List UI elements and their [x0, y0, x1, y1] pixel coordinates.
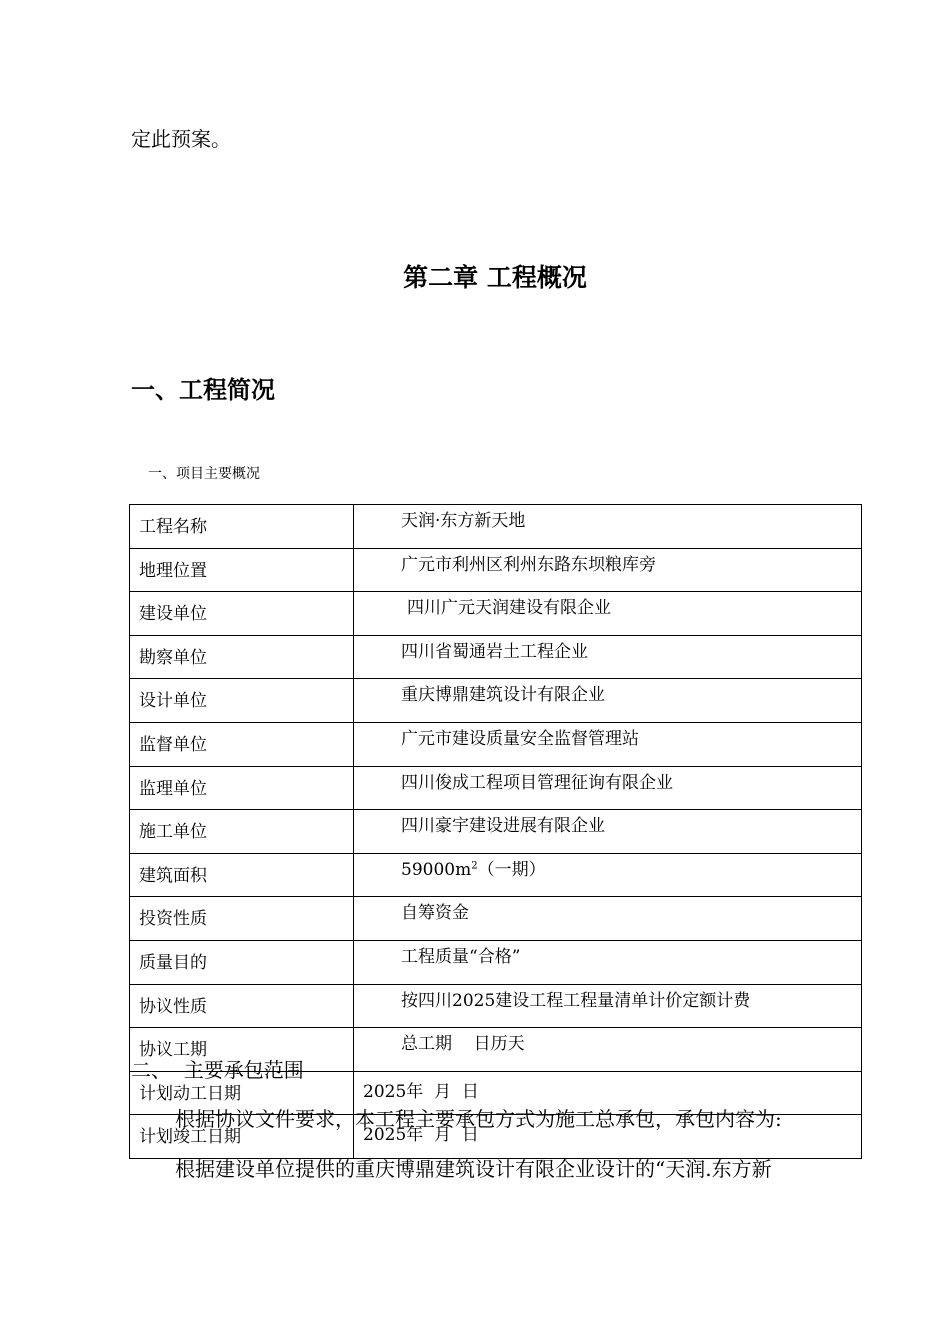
row-label: 建筑面积	[130, 853, 354, 897]
row-value: 广元市利州区利州东路东坝粮库旁	[354, 548, 862, 592]
row-label: 协议性质	[130, 984, 354, 1028]
row-label: 计划竣工日期	[130, 1115, 354, 1159]
table-row	[130, 592, 862, 636]
row-label: 计划动工日期	[130, 1071, 354, 1115]
table-row	[130, 810, 862, 854]
row-value	[354, 853, 862, 897]
body-paragraph-1: 根据协议文件要求，本工程主要承包方式为施工总承包，承包内容为:	[175, 1107, 782, 1131]
table-row	[130, 940, 862, 984]
table-row	[130, 722, 862, 766]
row-value: 四川俊成工程项目管理征询有限企业	[354, 766, 862, 810]
row-value: 广元市建设质量安全监督管理站	[354, 722, 862, 766]
row-label: 监理单位	[130, 766, 354, 810]
chapter-title: 第二章 工程概况	[403, 263, 587, 292]
row-value: 按四川2025建设工程工程量清单计价定额计费	[354, 984, 862, 1028]
row-value: 四川省蜀通岩土工程企业	[354, 635, 862, 679]
row-value: 总工期 日历天	[354, 1028, 862, 1072]
sub-heading: 一、项目主要概况	[148, 466, 260, 482]
row-value: 工程质量“合格”	[354, 940, 862, 984]
table-row	[130, 635, 862, 679]
row-label: 设计单位	[130, 679, 354, 723]
row-label: 投资性质	[130, 897, 354, 941]
body-paragraph-2: 根据建设单位提供的重庆博鼎建筑设计有限企业设计的“天润.东方新	[175, 1157, 772, 1181]
row-value: 四川广元天润建设有限企业	[354, 592, 862, 636]
table-row	[130, 679, 862, 723]
row-value: 自筹资金	[354, 897, 862, 941]
row-label: 地理位置	[130, 548, 354, 592]
row-label: 勘察单位	[130, 635, 354, 679]
row-value: 2025年 月 日	[354, 1071, 862, 1115]
area-unit-superscript: 2	[471, 860, 478, 872]
top-paragraph: 定此预案。	[131, 127, 231, 151]
table-row	[130, 853, 862, 897]
table-row	[130, 505, 862, 549]
scope-heading: 二、 主要承包范围	[131, 1058, 304, 1082]
table-row	[130, 548, 862, 592]
row-value: 重庆博鼎建筑设计有限企业	[354, 679, 862, 723]
row-label: 建设单位	[130, 592, 354, 636]
row-value: 天润·东方新天地	[354, 505, 862, 549]
row-value: 2025年 月 日	[354, 1115, 862, 1159]
row-label: 工程名称	[130, 505, 354, 549]
table-row	[130, 984, 862, 1028]
area-phase: （一期）	[477, 859, 546, 880]
row-label: 质量目的	[130, 940, 354, 984]
row-value: 四川豪宇建设进展有限企业	[354, 810, 862, 854]
row-label: 监督单位	[130, 722, 354, 766]
section-heading: 一、工程简况	[131, 376, 275, 404]
area-value: 59000m	[401, 859, 472, 880]
row-label: 施工单位	[130, 810, 354, 854]
row-label: 协议工期	[130, 1028, 354, 1072]
table-row	[130, 897, 862, 941]
table-row	[130, 766, 862, 810]
